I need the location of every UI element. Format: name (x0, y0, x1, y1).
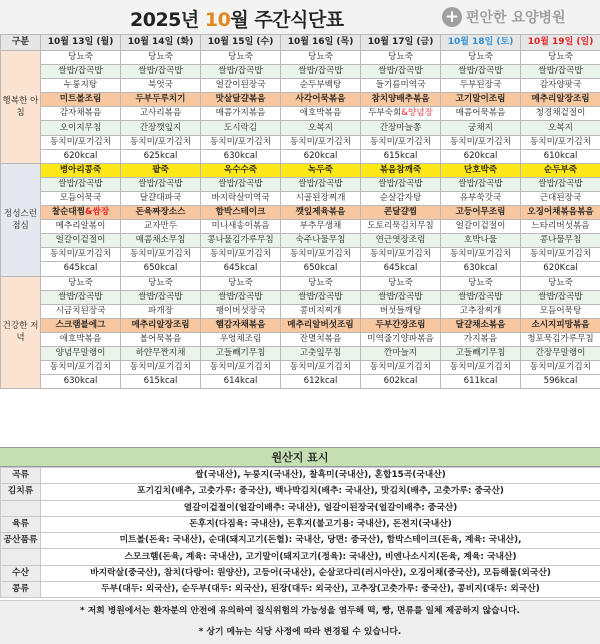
calorie-cell: 620kcal (441, 149, 521, 163)
menu-cell: 당뇨죽 (521, 51, 600, 65)
origin-category: 김치류 (1, 484, 41, 500)
menu-cell: 쌀밥/잡곡밥 (521, 290, 600, 304)
menu-cell: 단호박죽 (441, 163, 521, 177)
menu-cell: 찰순대찜&쌈장 (41, 206, 121, 220)
menu-cell: 동치미/포기김치 (361, 248, 441, 262)
menu-cell: 콩비지찌개 (281, 304, 361, 318)
menu-cell: 동치미/포기김치 (361, 361, 441, 375)
highlight-text: &쌈장 (85, 207, 110, 218)
menu-cell: 버섯들깨탕 (361, 304, 441, 318)
menu-cell: 시금치된장국 (41, 304, 121, 318)
calorie-cell: 650kcal (121, 262, 201, 276)
menu-cell: 매콤채소무침 (121, 234, 201, 248)
menu-cell: 궁채지 (441, 121, 521, 135)
origin-table (0, 467, 600, 598)
dinner-row (1, 318, 600, 332)
menu-cell: 매콤어묵볶음 (441, 107, 521, 121)
menu-cell: 동치미/포기김치 (361, 135, 441, 149)
day-header-fri: 10월 17일 (금) (361, 35, 441, 51)
breakfast-row (1, 79, 600, 93)
menu-cell: 동치미/포기김치 (41, 248, 121, 262)
menu-cell: 달걀대파국 (121, 191, 201, 205)
menu-cell: 연근엿장조림 (361, 234, 441, 248)
menu-cell: 메추리알볶이 (41, 220, 121, 234)
menu-cell: 동치미/포기김치 (41, 135, 121, 149)
menu-cell: 깻잎제육볶음 (281, 206, 361, 220)
menu-cell: 동치미/포기김치 (441, 248, 521, 262)
menu-cell: 순살감자탕 (361, 191, 441, 205)
menu-cell: 동치미/포기김치 (121, 135, 201, 149)
menu-cell: 당뇨죽 (361, 51, 441, 65)
menu-cell: 동치미/포기김치 (521, 361, 600, 375)
menu-cell: 쌀밥/잡곡밥 (521, 177, 600, 191)
menu-cell: 쌀밥/잡곡밥 (41, 290, 121, 304)
title-year: 2025년 (130, 9, 199, 31)
origin-row (1, 516, 600, 532)
origin-row (1, 500, 600, 516)
menu-cell: 동치미/포기김치 (521, 248, 600, 262)
menu-cell: 동치미/포기김치 (201, 135, 281, 149)
lunch-row (1, 234, 600, 248)
menu-cell: 동치미/포기김치 (441, 361, 521, 375)
menu-cell: 콘달걀찜 (361, 206, 441, 220)
menu-cell: 동치미/포기김치 (281, 135, 361, 149)
breakfast-row (1, 65, 600, 79)
menu-cell: 쌀밥/잡곡밥 (201, 177, 281, 191)
dinner-row (1, 290, 600, 304)
menu-cell: 파개장 (121, 304, 201, 318)
menu-cell: 동치미/포기김치 (281, 248, 361, 262)
menu-cell: 모듬어묵국 (41, 191, 121, 205)
origin-row (1, 533, 600, 549)
note-safety: * 저희 병원에서는 환자분의 안전에 유의하여 질식위험의 가능성을 염두해 떡, 빵, 면류를 일체 제공하지 않습니다. (80, 606, 520, 616)
menu-cell: 간장깻잎지 (121, 121, 201, 135)
menu-cell: 쌀밥/잡곡밥 (121, 65, 201, 79)
origin-category: 수산 (1, 565, 41, 581)
menu-cell: 햄감자채볶음 (201, 318, 281, 332)
origin-row (1, 468, 600, 484)
origin-row (1, 549, 600, 565)
menu-cell: 동치미/포기김치 (121, 361, 201, 375)
lunch-row (1, 206, 600, 220)
menu-cell: 달걀채소볶음 (441, 318, 521, 332)
menu-cell: 볶음참깨죽 (361, 163, 441, 177)
breakfast-label: 행복한 아침 (1, 51, 41, 164)
breakfast-row (1, 121, 600, 135)
menu-cell: 쌀밥/잡곡밥 (201, 65, 281, 79)
menu-cell: 순두부죽 (521, 163, 600, 177)
origin-row (1, 565, 600, 581)
calorie-cell: 620Kcal (521, 262, 600, 276)
calorie-cell: 612kcal (281, 375, 361, 389)
menu-cell: 당뇨죽 (281, 51, 361, 65)
dinner-row (1, 276, 600, 290)
menu-cell: 북엇국 (121, 79, 201, 93)
medical-cross-icon: + (442, 7, 462, 27)
dinner-row (1, 346, 600, 360)
menu-cell: 쌀밥/잡곡밥 (441, 65, 521, 79)
origin-category: 공산품류 (1, 533, 41, 549)
day-header-wed: 10월 15일 (수) (201, 35, 281, 51)
dinner-row (1, 375, 600, 389)
note-change: * 상기 메뉴는 식당 사정에 따라 변경될 수 있습니다. (198, 627, 402, 637)
menu-cell: 고들빼기무침 (441, 346, 521, 360)
calorie-cell: 625kcal (121, 149, 201, 163)
weekly-menu-table (0, 34, 600, 389)
header-row (1, 35, 600, 51)
lunch-row (1, 177, 600, 191)
menu-cell: 동치미/포기김치 (201, 361, 281, 375)
origin-category: 육류 (1, 516, 41, 532)
menu-cell: 쌀밥/잡곡밥 (41, 65, 121, 79)
menu-cell: 감자양팟국 (521, 79, 600, 93)
menu-cell: 동치미/포기김치 (281, 361, 361, 375)
menu-cell: 볼어묵볶음 (121, 332, 201, 346)
menu-cell: 잔멸치볶음 (281, 332, 361, 346)
title-rest: 월 주간식단표 (230, 9, 344, 31)
day-header-sat: 10월 18일 (토) (441, 35, 521, 51)
menu-cell: 동치미/포기김치 (201, 248, 281, 262)
menu-cell: 당뇨죽 (121, 51, 201, 65)
origin-category (1, 500, 41, 516)
day-header-sun: 10월 19일 (일) (521, 35, 600, 51)
menu-cell: 숙주나물무침 (281, 234, 361, 248)
breakfast-row (1, 93, 600, 107)
category-header: 구분 (1, 35, 41, 51)
menu-cell: 가지볶음 (441, 332, 521, 346)
menu-cell: 순두부백탕 (281, 79, 361, 93)
menu-cell: 당뇨죽 (201, 51, 281, 65)
calorie-cell: 602kcal (361, 375, 441, 389)
menu-cell: 당뇨죽 (521, 276, 600, 290)
menu-cell: 고기말이조림 (441, 93, 521, 107)
menu-cell: 미트볼조림 (41, 93, 121, 107)
menu-cell: 근대된장국 (521, 191, 600, 205)
dinner-row (1, 361, 600, 375)
menu-cell: 고사리볶음 (121, 107, 201, 121)
menu-cell: 얼갈이된장국 (201, 79, 281, 93)
menu-cell: 고들빼기무침 (201, 346, 281, 360)
menu-cell: 감자채볶음 (41, 107, 121, 121)
menu-cell: 쌀밥/잡곡밥 (121, 290, 201, 304)
menu-cell: 쌀밥/잡곡밥 (201, 290, 281, 304)
dinner-row (1, 304, 600, 318)
dinner-row (1, 332, 600, 346)
menu-cell: 당뇨죽 (361, 276, 441, 290)
origin-row (1, 582, 600, 598)
menu-cell: 팥죽 (121, 163, 201, 177)
calorie-cell: 615kcal (121, 375, 201, 389)
menu-cell: 메추리알장조림 (121, 318, 201, 332)
menu-cell: 당뇨죽 (441, 276, 521, 290)
origin-row (1, 484, 600, 500)
menu-cell: 양념무말랭이 (41, 346, 121, 360)
origin-text: 쌀(국내산), 누룽지(국내산), 찰흑미(국내산), 혼합15곡(국내산) (41, 468, 600, 484)
breakfast-row (1, 135, 600, 149)
menu-cell: 녹두죽 (281, 163, 361, 177)
lunch-label: 정성스런 점심 (1, 163, 41, 276)
menu-cell: 옥수수죽 (201, 163, 281, 177)
hospital-logo (442, 7, 566, 27)
menu-cell: 쌀밥/잡곡밥 (121, 177, 201, 191)
menu-cell: 호박나물 (441, 234, 521, 248)
menu-cell: 유부쑥갓국 (441, 191, 521, 205)
origin-text: 두부(대두: 외국산), 순두부(대두: 외국산), 된장(대두: 외국산), 고추장(고춧가루: 중국산), 콩비지(대두: 외국산) (41, 582, 600, 598)
calorie-cell: 611kcal (441, 375, 521, 389)
menu-cell: 깐마늘지 (361, 346, 441, 360)
calorie-cell: 645kcal (361, 262, 441, 276)
menu-cell: 들기름미역국 (361, 79, 441, 93)
menu-cell: 당뇨죽 (201, 276, 281, 290)
calorie-cell: 614kcal (201, 375, 281, 389)
menu-cell: 애호박볶음 (281, 107, 361, 121)
highlight-text: &양념장 (401, 108, 433, 119)
menu-cell: 당뇨죽 (41, 276, 121, 290)
title-month: 10 (204, 9, 231, 31)
menu-cell: 콩나물무침 (521, 234, 600, 248)
menu-cell: 팽이버섯장국 (201, 304, 281, 318)
origin-text: 돈후지(다짐육: 국내산), 돈후지(불고기용: 국내산), 돈전지(국내산) (41, 516, 600, 532)
menu-cell: 쌀밥/잡곡밥 (441, 177, 521, 191)
menu-cell: 맛살달걀볶음 (201, 93, 281, 107)
menu-cell: 도시락김 (201, 121, 281, 135)
notes-footer (0, 600, 600, 644)
menu-cell: 스크램블에그 (41, 318, 121, 332)
origin-text: 열갈이겉절이(얼갈이배추: 국내산), 얼갈이된장국(얼갈이배추: 중국산) (41, 500, 600, 516)
menu-cell: 고등어무조림 (441, 206, 521, 220)
menu-cell: 모듬어묵탕 (521, 304, 600, 318)
menu-cell: 두부된장국 (441, 79, 521, 93)
day-header-tue: 10월 14일 (화) (121, 35, 201, 51)
menu-cell: 쌀밥/잡곡밥 (281, 290, 361, 304)
lunch-row (1, 262, 600, 276)
origin-text: 스모크햄(돈육, 계육: 국내산), 고기말이(돼지고기(정육): 국내산), 비엔나소시지(돈육, 계육: 국내산) (41, 549, 600, 565)
menu-cell: 동치미/포기김치 (441, 135, 521, 149)
menu-cell: 당뇨죽 (121, 276, 201, 290)
calorie-cell: 620kcal (41, 149, 121, 163)
menu-cell: 쌀밥/잡곡밥 (361, 290, 441, 304)
menu-cell: 사각어묵볶음 (281, 93, 361, 107)
menu-cell: 쌀밥/잡곡밥 (281, 65, 361, 79)
origin-category: 곡류 (1, 468, 41, 484)
menu-cell: 오이지무침 (41, 121, 121, 135)
page-header (0, 0, 600, 36)
lunch-row (1, 191, 600, 205)
menu-cell: 돈육짜장소스 (121, 206, 201, 220)
menu-cell: 오징어채볶음볶음 (521, 206, 600, 220)
menu-cell: 함박스테이크 (201, 206, 281, 220)
menu-cell: 쌀밥/잡곡밥 (361, 65, 441, 79)
menu-cell: 느타리버섯볶음 (521, 220, 600, 234)
menu-cell: 매콤가지볶음 (201, 107, 281, 121)
origin-section-title: 원산지 표시 (0, 447, 600, 467)
calorie-cell: 630kcal (201, 149, 281, 163)
origin-category (1, 549, 41, 565)
menu-cell: 두부간장조림 (361, 318, 441, 332)
menu-cell: 바지락살미역국 (201, 191, 281, 205)
menu-cell: 청경채겉절이 (521, 107, 600, 121)
day-header-thu: 10월 16일 (목) (281, 35, 361, 51)
menu-cell: 당뇨죽 (281, 276, 361, 290)
calorie-cell: 620kcal (281, 149, 361, 163)
calorie-cell: 645kcal (41, 262, 121, 276)
calorie-cell: 615kcal (361, 149, 441, 163)
calorie-cell: 610kcal (521, 149, 600, 163)
calorie-cell: 596kcal (521, 375, 600, 389)
menu-cell: 병아리콩죽 (41, 163, 121, 177)
menu-cell: 얼갈이겉절이 (41, 234, 121, 248)
menu-cell: 쌀밥/잡곡밥 (521, 65, 600, 79)
menu-cell: 동치미/포기김치 (41, 361, 121, 375)
menu-cell: 얼갈이겉절이 (441, 220, 521, 234)
menu-cell: 미니새송이볶음 (201, 220, 281, 234)
menu-cell: 메추리알장조림 (521, 93, 600, 107)
menu-cell: 동치미/포기김치 (521, 135, 600, 149)
menu-cell: 쌀밥/잡곡밥 (361, 177, 441, 191)
menu-cell: 당뇨죽 (41, 51, 121, 65)
menu-cell: 애호박볶음 (41, 332, 121, 346)
hospital-name: 편안한 요양병원 (466, 10, 566, 26)
day-header-mon: 10월 13일 (월) (41, 35, 121, 51)
lunch-row (1, 248, 600, 262)
calorie-cell: 630kcal (41, 375, 121, 389)
menu-cell: 교자만두 (121, 220, 201, 234)
menu-cell: 두부두루치기 (121, 93, 201, 107)
menu-cell: 우엉채조림 (201, 332, 281, 346)
lunch-row (1, 163, 600, 177)
menu-cell: 누룽지탕 (41, 79, 121, 93)
menu-cell: 당뇨죽 (441, 51, 521, 65)
breakfast-row (1, 107, 600, 121)
origin-text: 미트볼(돈육: 국내산), 순대(돼지고기(돈혈): 국내산, 당면: 중국산), 함박스테이크(돈육, 계육: 국내산), (41, 533, 600, 549)
menu-cell: 부추무생채 (281, 220, 361, 234)
page-title (130, 5, 344, 32)
menu-cell: 청포묵김가루무침 (521, 332, 600, 346)
menu-cell: 쌀밥/잡곡밥 (41, 177, 121, 191)
calorie-cell: 650kcal (281, 262, 361, 276)
menu-cell: 도토리묵김치무침 (361, 220, 441, 234)
calorie-cell: 645kcal (201, 262, 281, 276)
dinner-label: 건강한 저녁 (1, 276, 41, 389)
menu-cell: 두부숙회&양념장 (361, 107, 441, 121)
menu-cell: 소시지피망볶음 (521, 318, 600, 332)
menu-cell: 콩나물김가루무침 (201, 234, 281, 248)
menu-cell: 동치미/포기김치 (121, 248, 201, 262)
menu-cell: 시골된장찌개 (281, 191, 361, 205)
lunch-row (1, 220, 600, 234)
menu-cell: 간장무말랭이 (521, 346, 600, 360)
menu-cell: 고춧잎무침 (281, 346, 361, 360)
origin-text: 포기김치(배추, 고춧가루: 중국산), 백나박김치(배추: 국내산), 맛김치(배추, 고춧가루: 중국산) (41, 484, 600, 500)
menu-cell: 오복지 (281, 121, 361, 135)
menu-cell: 쌀밥/잡곡밥 (441, 290, 521, 304)
menu-cell: 간장마늘쫑 (361, 121, 441, 135)
origin-category: 콩류 (1, 582, 41, 598)
menu-cell: 참치양배추볶음 (361, 93, 441, 107)
menu-cell: 고추장찌개 (441, 304, 521, 318)
menu-cell: 하얀무짠지채 (121, 346, 201, 360)
menu-cell: 미역줄기양파볶음 (361, 332, 441, 346)
calorie-cell: 630kcal (441, 262, 521, 276)
origin-text: 바지락살(중국산), 참치(다랑어: 원양산), 고등어(국내산), 순살코다리(러시아산), 오징어채(중국산), 모듬해물(외국산) (41, 565, 600, 581)
menu-cell: 쌀밥/잡곡밥 (281, 177, 361, 191)
breakfast-row (1, 149, 600, 163)
menu-cell: 메추리알버섯조림 (281, 318, 361, 332)
menu-cell: 오복지 (521, 121, 600, 135)
breakfast-row (1, 51, 600, 65)
